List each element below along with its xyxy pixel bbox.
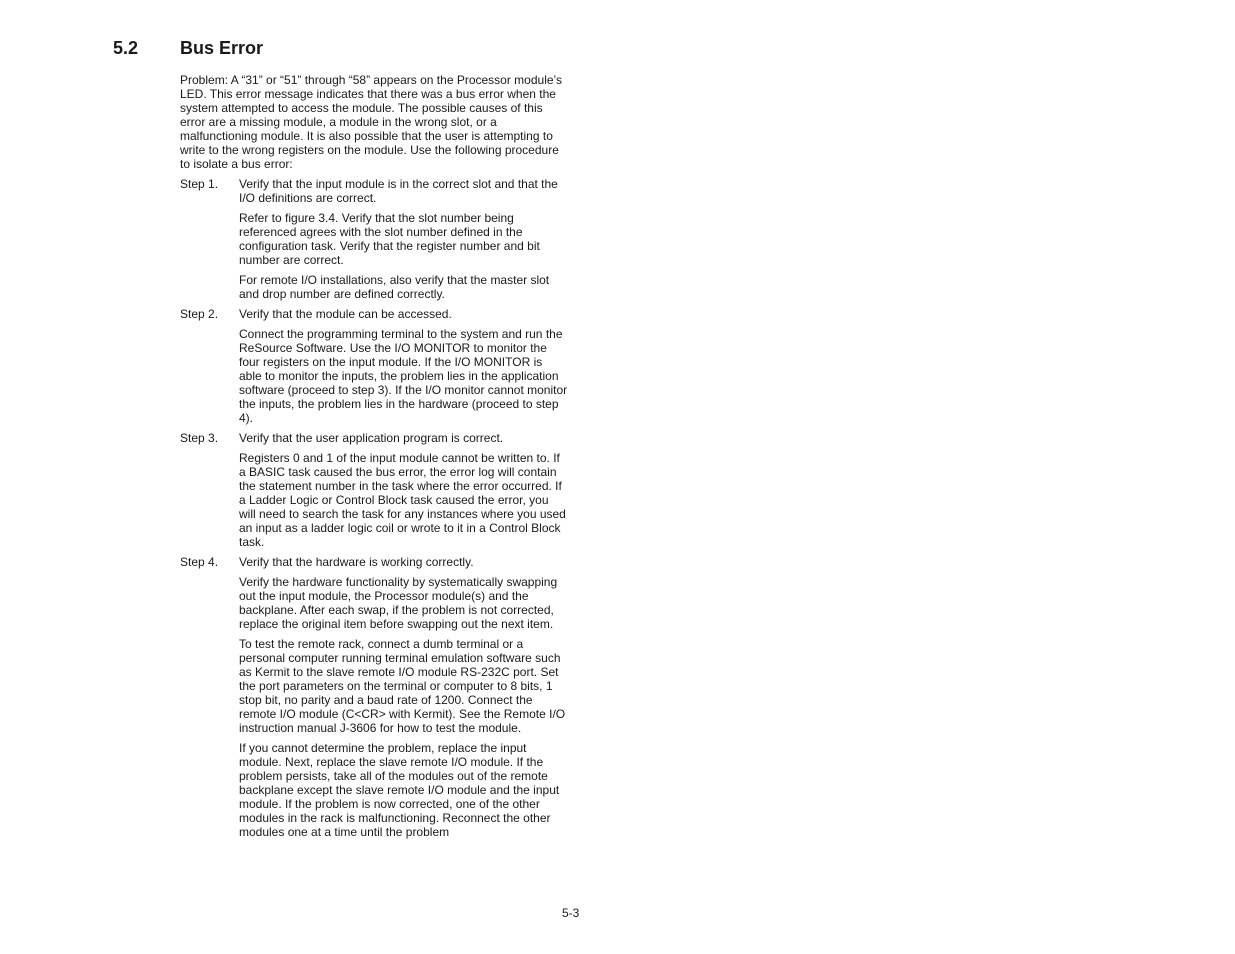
step-1-heading: Verify that the input module is in the correct slot and that the I/O definitions are correct.: [239, 177, 558, 205]
step-4-paragraph-1: Verify the hardware functionality by systematically swapping out the input module, the Processor module(s) and the backplane. After each swap, if the problem is not corrected, replace the original item before swapping out the next item.: [239, 575, 558, 631]
step-2-label: Step 2.: [180, 307, 219, 321]
step-4-paragraph-2: To test the remote rack, connect a dumb terminal or a personal computer running terminal emulation software such as Kermit to the slave remote I/O module RS-232C port. Set the port parameters on the terminal or computer to 8 bits, 1 stop bit, no parity and a baud rate of 1200. Connect the remote I/O module (C<CR> with Kermit). See the Remote I/O instruction manual J-3606 for how to test the module.: [239, 637, 566, 735]
step-3-heading: Verify that the user application program is correct.: [239, 431, 504, 445]
step-3-paragraph-1: Registers 0 and 1 of the input module cannot be written to. If a BASIC task caused the bus error, the error log will contain the statement number in the task where the error occurred. If a Ladder Logic or Control Block task caused the error, you will need to search the task for any instances where you used an input as a ladder logic coil or wrote to it in a Control Block task.: [239, 451, 566, 549]
step-3-row: [180, 431, 568, 445]
page-number: 5-3: [562, 906, 580, 920]
step-1-paragraph-2: For remote I/O installations, also verify that the master slot and drop number are defined correctly.: [239, 273, 550, 301]
step-2-heading: Verify that the module can be accessed.: [239, 307, 452, 321]
step-2-row: [180, 307, 568, 321]
section-number: 5.2: [113, 38, 139, 58]
step-1-paragraph-1: Refer to figure 3.4. Verify that the slot number being referenced agrees with the slot number defined in the configuration task. Verify that the register number and bit number are correct.: [239, 211, 540, 267]
step-1-row: [180, 177, 568, 205]
step-4-row: [180, 555, 568, 569]
step-3-label: Step 3.: [180, 431, 219, 445]
step-4-heading: Verify that the hardware is working correctly.: [239, 555, 474, 569]
step-4-label: Step 4.: [180, 555, 219, 569]
section-body: [180, 73, 568, 845]
step-2-paragraph-1: Connect the programming terminal to the system and run the ReSource Software. Use the I/O MONITOR to monitor the four registers on the input module. If the I/O MONITOR is able to monitor the inputs, the problem lies in the application software (proceed to step 3). If the I/O monitor cannot monitor the inputs, the problem lies in the hardware (proceed to step 4).: [239, 327, 568, 425]
section-title: Bus Error: [180, 38, 264, 58]
step-1-label: Step 1.: [180, 177, 219, 191]
intro-paragraph: Problem: A “31” or “51” through “58” appears on the Processor module’s LED. This error message indicates that there was a bus error when the system attempted to access the module. The possible causes of this error are a missing module, a module in the wrong slot, or a malfunctioning module. It is also possible that the user is attempting to write to the wrong registers on the module. Use the following procedure to isolate a bus error:: [180, 73, 562, 171]
step-4-paragraph-3: If you cannot determine the problem, replace the input module. Next, replace the slave remote I/O module. If the problem persists, take all of the modules out of the remote backplane except the slave remote I/O module and the input module. If the problem is now corrected, one of the other modules in the rack is malfunctioning. Reconnect the other modules one at a time until the problem: [239, 741, 560, 839]
